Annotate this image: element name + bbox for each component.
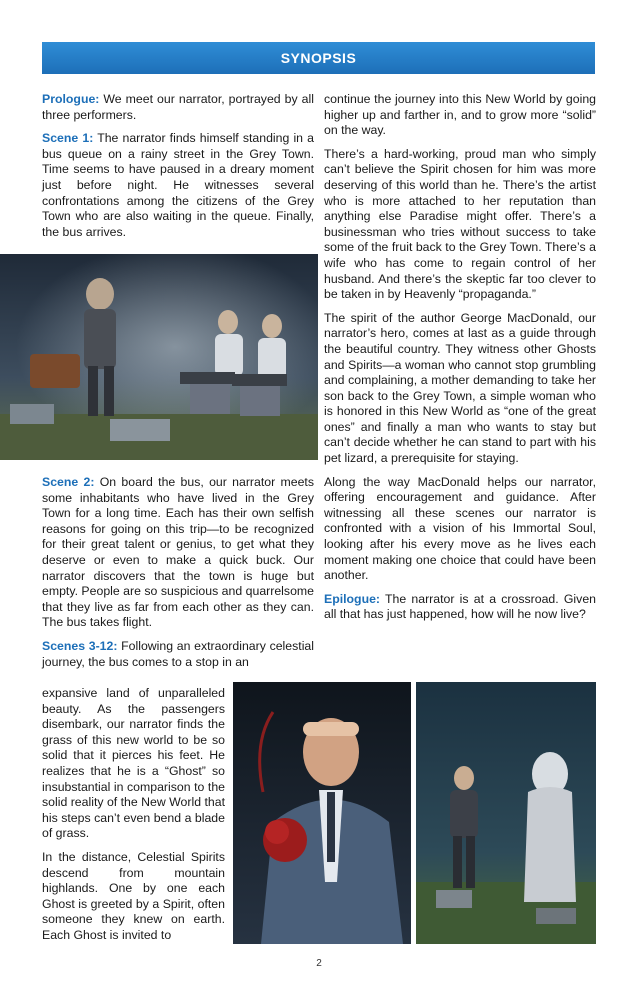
section-title: SYNOPSIS xyxy=(280,50,357,66)
paragraph xyxy=(324,92,596,139)
paragraph-text: In the distance, Celestial Spirits descend from mountain highlands. One by one each Ghost is greeted by a Spirit, often someone they knew on earth. Each Ghost is invited to xyxy=(42,849,225,942)
paragraph-text: There’s a hard-working, proud man who simply can’t believe the Spirit chosen for him was more deserving of this world than he. There’s the artist who is more attached to her reputation than anything else Paradise might offer. There’s a businessman who tries without success to take some of the fruit back to the Grey Town. There’s a wife who has come to regain control of her husband. And there’s the skeptic far too clever to be taken in by Heavenly “propaganda.” xyxy=(324,146,596,302)
paragraph xyxy=(42,475,314,631)
page-number: 2 xyxy=(316,958,322,969)
right-column xyxy=(324,92,596,631)
paragraph-text: On board the bus, our narrator meets some inhabitants who have lived in the Grey Town for a long time. Each has their own selfish reasons for going on this trip—to be recognized for their great talent or genius, to get what they deserve or even to make a quick buck. Our narrator discovers that the town is huge but empty. People are so suspicious and quarrelsome that they live as far from each other as they can. The bus takes flight. xyxy=(42,475,314,630)
paragraph-text: The narrator is at a crossroad. Given all that has just happened, how will he now live? xyxy=(324,591,596,622)
paragraph-text: The narrator finds himself standing in a bus queue on a rainy street in the Grey Town. Time seems to have paused in a dreary moment just before night. He witnesses several confrontations among the citizens of the Grey Town who are also waiting in the queue. Finally, the bus arrives. xyxy=(42,131,314,239)
paragraph xyxy=(324,147,596,303)
scene-heading: Epilogue: xyxy=(324,591,381,606)
scene-heading: Scene 2: xyxy=(42,475,95,489)
bus-queue-photo-illustration xyxy=(0,254,318,460)
stage-photo-ghost-and-spirit xyxy=(416,682,596,944)
section-header-banner xyxy=(42,42,595,74)
paragraph-text: expansive land of unparalleled beauty. As the passengers disembark, our narrator finds the grass of this new world to be so solid that it pierces his feet. He realizes that he is a “Ghost” so insubstantial in comparison to the solid reality of the New World that his steps can’t even bend a blade of grass. xyxy=(42,686,225,841)
paragraph xyxy=(42,850,225,944)
paragraph-text: Along the way MacDonald helps our narrator, offering encouragement and guidance. After witnessing all these scenes our narrator is confronted with a vision of his Immortal Soul, looking after his every move as he lives each moment making one choice that could have been another. xyxy=(324,474,596,583)
stage-photo-bus-queue xyxy=(0,254,318,460)
left-column-middle xyxy=(42,475,314,678)
narrator-closeup-illustration xyxy=(233,682,411,944)
scene-heading: Prologue: xyxy=(42,92,100,106)
stage-photo-narrator-closeup xyxy=(233,682,411,944)
paragraph xyxy=(324,592,596,623)
paragraph xyxy=(324,475,596,584)
scene-heading: Scene 1: xyxy=(42,131,94,146)
paragraph-text: We meet our narrator, portrayed by all three performers. xyxy=(42,92,314,122)
paragraph-text: The spirit of the author George MacDonald, our narrator’s hero, comes at last as a guide through the beautiful country. They witness other Ghosts and Spirits—a woman who cannot stop grumbling and complaining, a mother demanding to take her son back to the Grey Town, a simple woman who is honored in this New World as “one of the great ones” and finally a man who wants to stay but can’t decide whether he can stand to part with his pet lizard, a prerequisite for staying. xyxy=(324,310,596,466)
paragraph xyxy=(42,131,314,240)
left-column-lower xyxy=(42,686,225,952)
scene-heading: Scenes 3-12: xyxy=(42,638,118,653)
paragraph xyxy=(42,639,314,670)
paragraph-text: Following an extraordinary celestial journey, the bus comes to a stop in an xyxy=(42,638,314,669)
paragraph xyxy=(42,92,314,123)
left-column-top xyxy=(42,92,314,248)
paragraph-text: continue the journey into this New World by going higher up and farther in, and to grow more “solid” on the way. xyxy=(324,92,596,138)
ghost-and-spirit-illustration xyxy=(416,682,596,944)
paragraph xyxy=(42,686,225,842)
paragraph xyxy=(324,311,596,467)
